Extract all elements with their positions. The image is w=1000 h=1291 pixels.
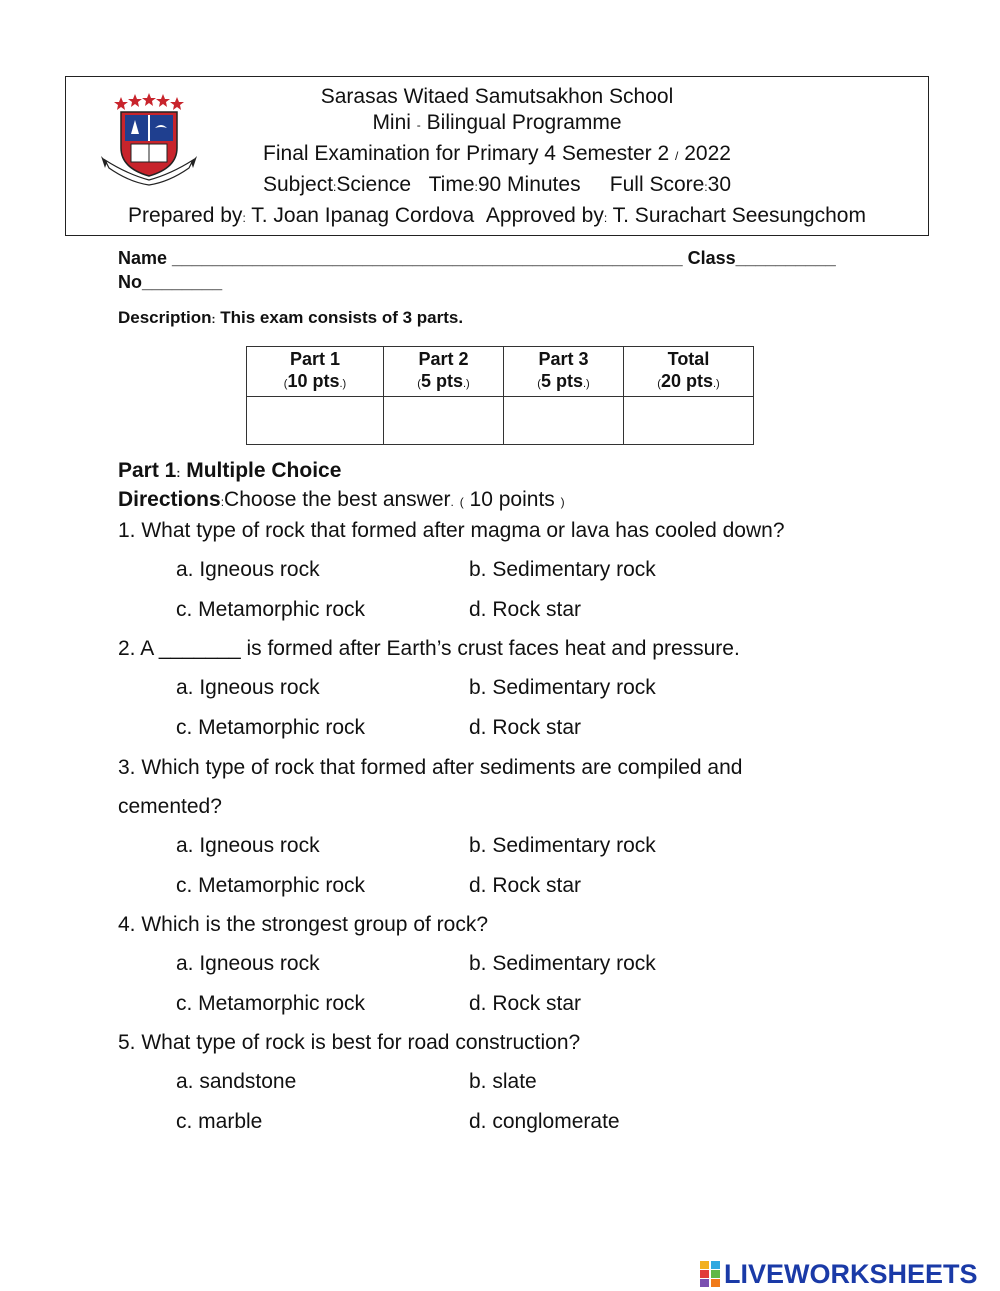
q2-option-c[interactable]: c. Metamorphic rock — [176, 716, 366, 739]
description-line: Description: This exam consists of 3 parts. — [118, 308, 464, 327]
score-cell-part3[interactable] — [504, 397, 624, 445]
q2-option-d[interactable]: d. Rock star — [469, 716, 582, 739]
name-class-field[interactable]: Name ___________________________________________________ Class__________ — [118, 248, 836, 268]
q4-option-b[interactable]: b. Sedimentary rock — [469, 952, 656, 975]
score-cell-total[interactable] — [624, 397, 754, 445]
question-3-continued: cemented? — [118, 795, 222, 818]
q3-option-b[interactable]: b. Sedimentary rock — [469, 834, 656, 857]
q3-option-c[interactable]: c. Metamorphic rock — [176, 874, 366, 897]
liveworksheets-logo[interactable]: LIVEWORKSHEETS — [700, 1259, 978, 1290]
question-4: 4. Which is the strongest group of rock? — [118, 913, 489, 936]
q5-option-a[interactable]: a. sandstone — [176, 1070, 297, 1093]
question-1: 1. What type of rock that formed after magma or lava has cooled down? — [118, 519, 785, 542]
q2-option-a[interactable]: a. Igneous rock — [176, 676, 320, 699]
q1-option-a[interactable]: a. Igneous rock — [176, 558, 320, 581]
q1-option-b[interactable]: b. Sedimentary rock — [469, 558, 656, 581]
q4-option-d[interactable]: d. Rock star — [469, 992, 582, 1015]
q5-option-d[interactable]: d. conglomerate — [469, 1110, 620, 1133]
question-2: 2. A _______ is formed after Earth’s crust faces heat and pressure. — [118, 637, 740, 660]
score-cell-part1[interactable] — [247, 397, 384, 445]
question-3: 3. Which type of rock that formed after sediments are compiled and — [118, 756, 743, 779]
q4-option-a[interactable]: a. Igneous rock — [176, 952, 320, 975]
score-col-part2: Part 2 (5 pts.) — [384, 347, 504, 397]
prepared-approved-line: Prepared by: T. Joan Ipanag Cordova Approved by: T. Surachart Seesungchom — [128, 204, 866, 227]
question-5: 5. What type of rock is best for road construction? — [118, 1031, 581, 1054]
score-col-part1: Part 1 (10 pts.) — [247, 347, 384, 397]
q4-option-c[interactable]: c. Metamorphic rock — [176, 992, 366, 1015]
subject-line: Subject:Science Time:90 Minutes Full Score:30 — [262, 173, 731, 196]
part1-title: Part 1: Multiple Choice — [118, 459, 342, 482]
q5-option-b[interactable]: b. slate — [469, 1070, 537, 1093]
exam-title-line: Final Examination for Primary 4 Semester 2 / 2022 — [263, 142, 731, 165]
q1-option-d[interactable]: d. Rock star — [469, 598, 582, 621]
score-cell-part2[interactable] — [384, 397, 504, 445]
q1-option-c[interactable]: c. Metamorphic rock — [176, 598, 366, 621]
liveworksheets-badge-icon — [700, 1261, 720, 1287]
score-table-input-row — [247, 397, 754, 445]
score-table — [246, 346, 754, 445]
score-col-part3: Part 3 (5 pts.) — [504, 347, 624, 397]
q5-option-c[interactable]: c. marble — [176, 1110, 263, 1133]
score-col-total: Total (20 pts.) — [624, 347, 754, 397]
programme-line: Mini - Bilingual Programme — [372, 111, 622, 134]
number-field[interactable]: No________ — [118, 272, 223, 292]
part1-directions: Directions:Choose the best answer. ( 10 points ) — [118, 488, 565, 511]
q3-option-a[interactable]: a. Igneous rock — [176, 834, 320, 857]
q3-option-d[interactable]: d. Rock star — [469, 874, 582, 897]
school-name: Sarasas Witaed Samutsakhon School — [320, 85, 674, 108]
score-table-header-row — [247, 347, 754, 397]
q2-option-b[interactable]: b. Sedimentary rock — [469, 676, 656, 699]
